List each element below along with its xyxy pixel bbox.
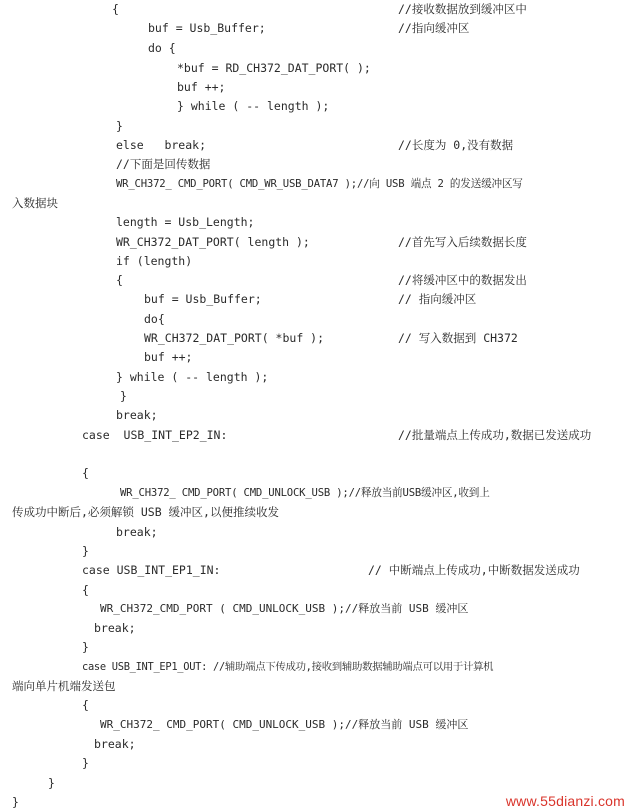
code-line: buf = Usb_Buffer; [144,292,262,306]
code-comment: // 指向缓冲区 [398,292,477,306]
code-comment: //长度为 0,没有数据 [398,138,514,152]
code-line: } [48,776,55,790]
code-comment: //指向缓冲区 [398,21,470,35]
code-line: WR_CH372_DAT_PORT( *buf ); [144,331,325,345]
code-line: else break; [116,138,207,152]
code-line: if (length) [116,254,193,268]
code-line: case USB_INT_EP1_OUT: //辅助端点下传成功,接收到辅助数据辅助端点可以用于计算机 [82,661,494,673]
code-line: case USB_INT_EP2_IN: [82,428,228,442]
code-line: } [82,544,89,558]
code-line: break; [94,621,136,635]
code-line: do{ [144,312,165,326]
code-line: } [82,756,89,770]
code-line: { [82,466,89,480]
code-comment: //首先写入后续数据长度 [398,235,527,249]
code-comment: //接收数据放到缓冲区中 [398,2,527,16]
code-line: WR_CH372_ CMD_PORT( CMD_UNLOCK_USB );//释放当前USB缓冲区,收到上 [120,487,490,499]
code-line: buf ++; [177,80,226,94]
code-line: } [82,640,89,654]
code-line: } [116,119,123,133]
code-line: WR_CH372_DAT_PORT( length ); [116,235,310,249]
code-line: 入数据块 [12,196,58,210]
code-line: { [112,2,119,16]
code-line: } [120,389,127,403]
code-line: { [82,583,89,597]
code-line: 传成功中断后,必须解锁 USB 缓冲区,以便推续收发 [12,505,279,519]
code-line: } while ( -- length ); [177,99,330,113]
code-comment: //将缓冲区中的数据发出 [398,273,527,287]
code-line: break; [94,737,136,751]
code-line: buf = Usb_Buffer; [148,21,266,35]
code-line: break; [116,408,158,422]
code-line: length = Usb_Length; [116,215,255,229]
code-line: WR_CH372_CMD_PORT ( CMD_UNLOCK_USB );//释放当前 USB 缓冲区 [100,602,469,615]
code-comment: // 写入数据到 CH372 [398,331,518,345]
code-line: //下面是回传数据 [116,157,211,171]
code-comment: // 中断端点上传成功,中断数据发送成功 [368,563,580,577]
code-line: buf ++; [144,350,193,364]
code-line: break; [116,525,158,539]
code-line: do { [148,41,176,55]
watermark: www.55dianzi.com [505,793,625,809]
code-line: case USB_INT_EP1_IN: [82,563,221,577]
code-line: } while ( -- length ); [116,370,269,384]
code-line: { [116,273,123,287]
code-line: { [82,698,89,712]
code-line: *buf = RD_CH372_DAT_PORT( ); [177,61,371,75]
code-comment: //批量端点上传成功,数据已发送成功 [398,428,592,442]
code-line: 端向单片机端发送包 [12,679,116,693]
code-line: } [12,795,19,809]
code-line: WR_CH372_ CMD_PORT( CMD_UNLOCK_USB );//释放当前 USB 缓冲区 [100,718,469,731]
code-line: WR_CH372_ CMD_PORT( CMD_WR_USB_DATA7 );//向 USB 端点 2 的发送缓冲区写 [116,178,523,190]
